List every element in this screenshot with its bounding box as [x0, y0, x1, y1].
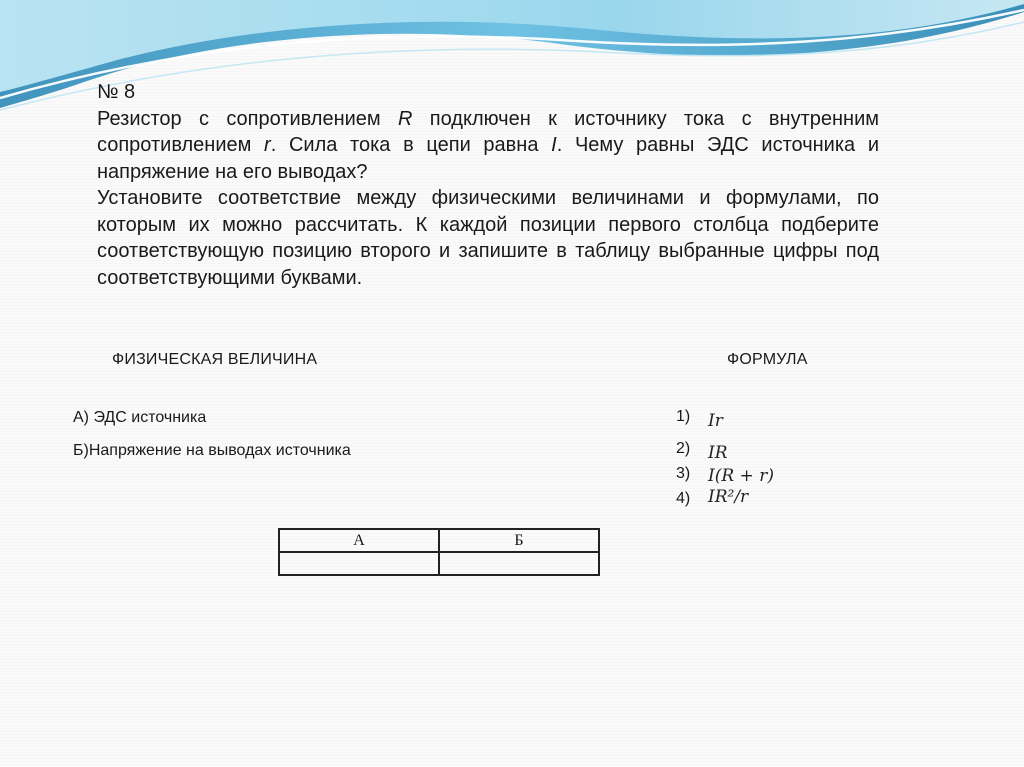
formula-number-4: 4)	[676, 490, 691, 507]
formula-1: Ir	[708, 411, 723, 431]
problem-instruction: Установите соответствие между физическими величинами и формулами, по которым их можно рассчитать. К каждой позиции первого столбца подберите соответствующую позицию второго и запишите в таблицу выбранные цифры под соответствующими буквами.	[97, 187, 879, 289]
answer-cell-a[interactable]	[279, 552, 439, 575]
answer-cell-b[interactable]	[439, 552, 599, 575]
problem-question: Резистор с сопротивлением R подключен к источнику тока с внутренним сопротивлением r. Сила тока в цепи равна I. Чему равны ЭДС источника и напряжение на его выводах?	[97, 107, 880, 183]
problem-number: № 8	[97, 81, 136, 103]
quantity-column-header: ФИЗИЧЕСКАЯ ВЕЛИЧИНА	[112, 351, 318, 368]
answer-table-header-row	[279, 529, 599, 552]
formula-2: IR	[708, 443, 728, 463]
variable-I: I	[551, 134, 557, 156]
quantity-item-b: Б)Напряжение на выводах источника	[73, 442, 351, 459]
answer-header-a: А	[279, 529, 439, 552]
formula-number-2: 2)	[676, 440, 691, 457]
variable-r: r	[264, 134, 271, 156]
answer-table	[278, 528, 600, 576]
answer-table-input-row	[279, 552, 599, 575]
formula-column-header: ФОРМУЛА	[727, 351, 808, 368]
problem-text	[97, 79, 879, 291]
formula-4: IR²/r	[708, 487, 749, 507]
variable-R: R	[398, 107, 413, 130]
formula-number-3: 3)	[676, 465, 691, 482]
answer-header-b: Б	[439, 529, 599, 552]
formula-3: I(R + r)	[708, 466, 774, 486]
formula-number-1: 1)	[676, 408, 691, 425]
quantity-item-a: А) ЭДС источника	[73, 409, 207, 426]
